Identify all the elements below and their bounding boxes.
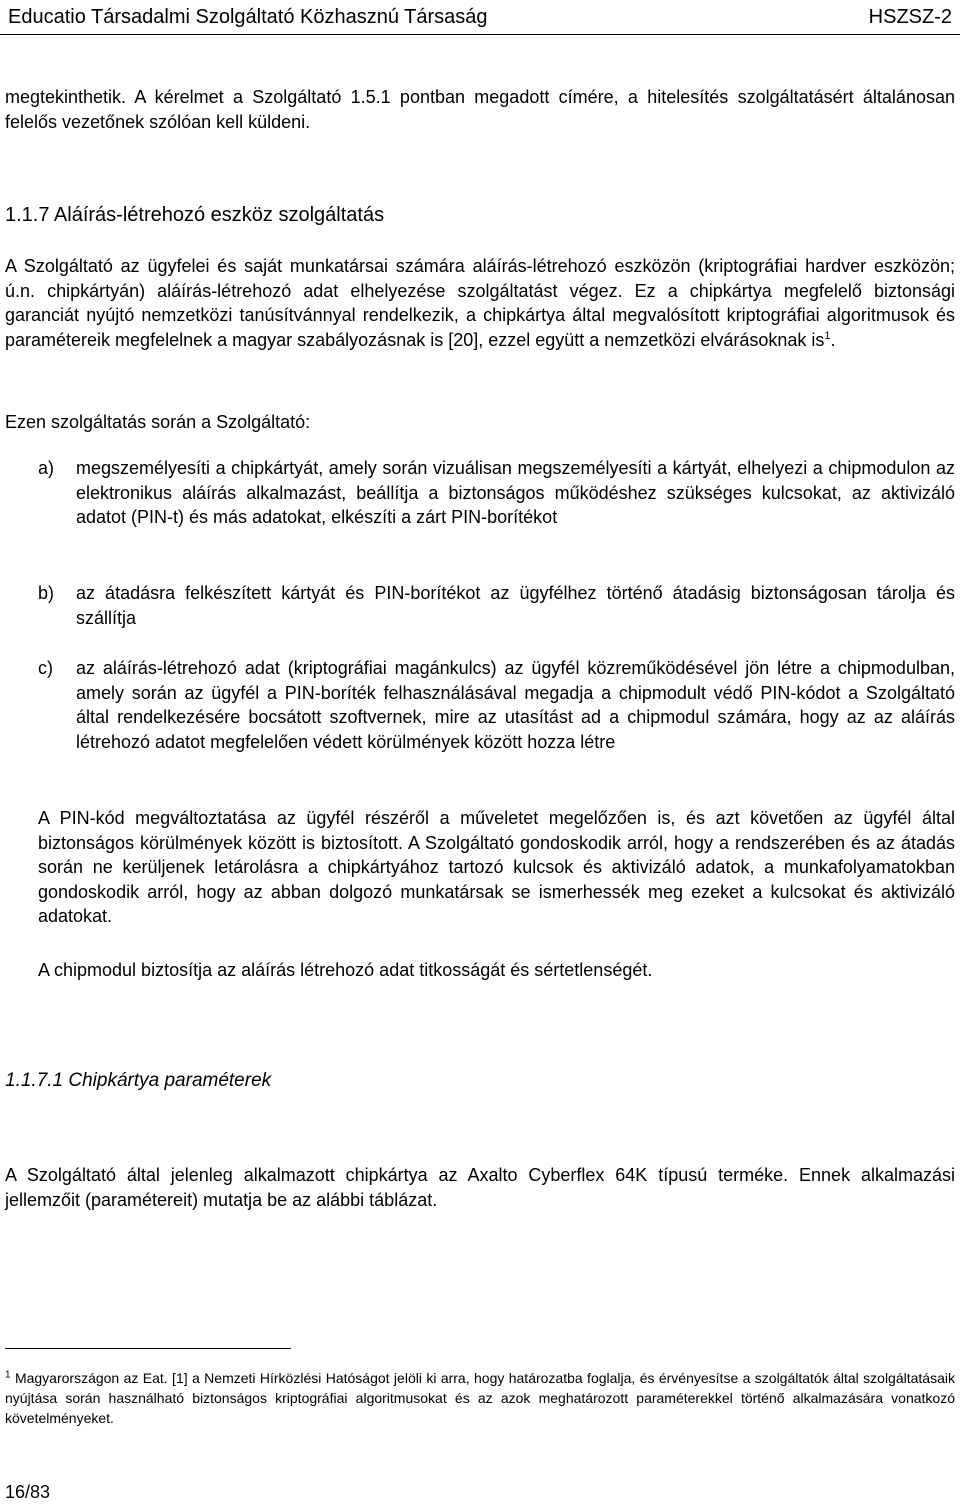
page-header (0, 0, 960, 34)
list-marker: c) (38, 658, 53, 678)
paragraph-4: A PIN-kód megváltoztatása az ügyfél részéről a műveletet megelőzően is, és azt követően az ügyfél által biztonságos körülmények között is biztosított. A Szolgáltató gondoskodik arról, hogy a rendszerében és az átadás során ne kerüljenek letárolásra a chipkártyához tartozó kulcsok és aktivizáló adatok, a munkafolyamatokban gondoskodik arról, hogy az abban dolgozó munkatársak se ismerhessék meg ezeket a kulcsokat és aktivizáló adatokat. (38, 808, 955, 926)
section-heading-1-1-7: 1.1.7 Aláírás-létrehozó eszköz szolgáltatás (5, 204, 385, 226)
footnote-ref[interactable]: 1 (824, 329, 831, 342)
list-item (38, 456, 955, 530)
section-heading-1-1-7-1: 1.1.7.1 Chipkártya paraméterek (5, 1070, 272, 1091)
paragraph-1: megtekinthetik. A kérelmet a Szolgáltató 1.5.1 pontban megadott címére, a hitelesítés szolgáltatásért általánosan felelős vezetőnek szólóan kell küldeni. (5, 87, 955, 132)
paragraph-3: Ezen szolgáltatás során a Szolgáltató: (5, 412, 311, 432)
paragraph-2-text: A Szolgáltató az ügyfelei és saját munkatársai számára aláírás-létrehozó eszközön (kriptográfiai hardver eszközön; ú.n. chipkártyán) aláírás-létrehozó adat elhelyezése szolgáltatást végez. Ez a chipkártya megfelelő biztonsági garanciát nyújtó nemzetközi tanúsítvánnyal rendelkezik, a chipkártya által megvalósított kriptográfiai algoritmusok és paramétereik megfelelnek a magyar szabályozásnak is [20], ezzel együtt a nemzetközi elvárásoknak is (5, 256, 955, 350)
list-marker: a) (38, 458, 55, 478)
list-item (38, 656, 955, 754)
footnote (5, 1368, 955, 1428)
footnote-text: Magyarországon az Eat. [1] a Nemzeti Hírközlési Hatóságot jelöli ki arra, hogy határozatba foglalja, és érvényesítse a szolgáltatók által szolgáltatásaik nyújtása során használható biztonságos kriptográfiai algoritmusokat és az azok meghatározott paraméterekkel történő alkalmazására vonatkozó követelményeket. (5, 1370, 955, 1426)
list-item-text: az átadásra felkészített kártyát és PIN-borítékot az ügyfélhez történő átadásig biztonságosan tárolja és szállítja (76, 583, 955, 628)
page-number: 16/83 (5, 1482, 51, 1502)
list-marker: b) (38, 583, 55, 603)
header-rule (0, 34, 960, 35)
paragraph-5: A chipmodul biztosítja az aláírás létrehozó adat titkosságát és sértetlenségét. (38, 960, 653, 980)
list-item (38, 581, 955, 630)
paragraph-2 (5, 254, 955, 352)
paragraph-2-end: . (830, 329, 836, 350)
footnote-separator (5, 1348, 291, 1349)
paragraph-6: A Szolgáltató által jelenleg alkalmazott chipkártya az Axalto Cyberflex 64K típusú terméke. Ennek alkalmazási jellemzőit (paramétereit) mutatja be az alábbi táblázat. (5, 1165, 955, 1210)
header-doc-id: HSZSZ-2 (868, 5, 952, 28)
footnote-mark: 1 (5, 1369, 11, 1381)
header-org: Educatio Társadalmi Szolgáltató Közhasznú Társaság (8, 5, 488, 28)
list-item-text: megszemélyesíti a chipkártyát, amely során vizuálisan megszemélyesíti a kártyát, elhelyezi a chipmodulon az elektronikus aláírás alkalmazást, beállítja a biztonságos működéshez szükséges kulcsokat, az aktivizáló adatot (PIN-t) és más adatokat, elkészíti a zárt PIN-borítékot (76, 458, 955, 527)
list-item-text: az aláírás-létrehozó adat (kriptográfiai magánkulcs) az ügyfél közreműködésével jön létre a chipmodulban, amely során az ügyfél a PIN-boríték felhasználásával megadja a chipmodult védő PIN-kódot a Szolgáltató által rendelkezésére bocsátott szoftvernek, mire az utasítást ad a chipmodul számára, hogy az az aláírás létrehozó adatot megfelelően védett körülmények között hozza létre (76, 658, 955, 752)
